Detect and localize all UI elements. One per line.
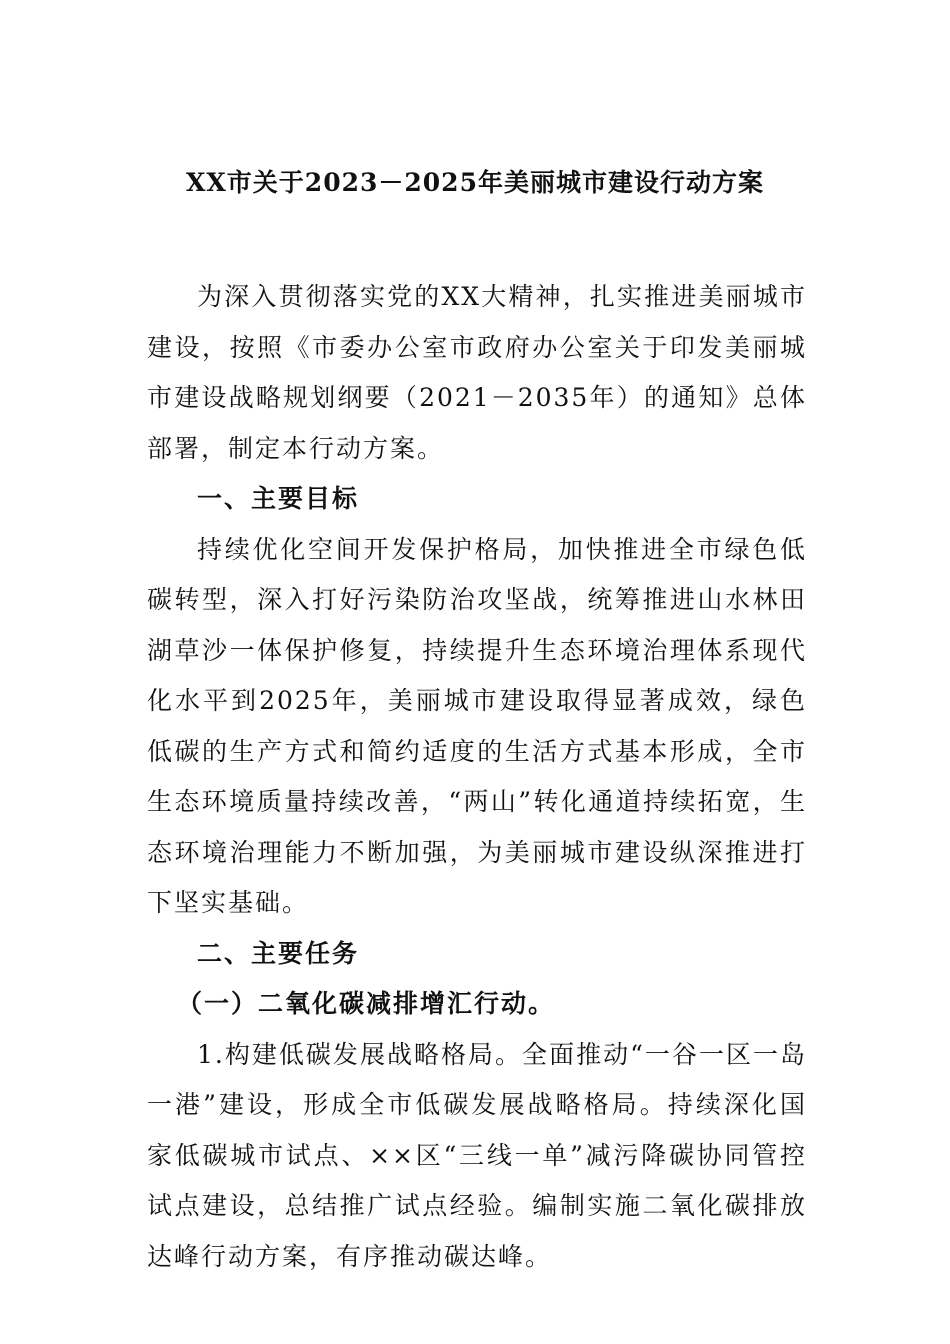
goals-paragraph: 持续优化空间开发保护格局，加快推进全市绿色低碳转型，深入打好污染防治攻坚战，统筹推进山水林田湖草沙一体保护修复，持续提升生态环境治理体系现代化水平到2025年，美丽城市建设取得显著成效，绿色低碳的生产方式和简约适度的生活方式基本形成，全市生态环境质量持续改善，“两山”转化通道持续拓宽，生态环境治理能力不断加强，为美丽城市建设纵深推进打下坚实基础。	[147, 534, 807, 917]
subsection-heading-co2: （一）二氧化碳减排增汇行动。	[177, 989, 556, 1018]
document-title: XX市关于2023－2025年美丽城市建设行动方案	[186, 168, 764, 197]
task-item-paragraph: 1.构建低碳发展战略格局。全面推动“一谷一区一岛一港”建设，形成全市低碳发展战略格局。持续深化国家低碳城市试点、××区“三线一单”减污降碳协同管控试点建设，总结推广试点经验。编制实施二氧化碳排放达峰行动方案，有序推动碳达峰。	[147, 1039, 807, 1271]
section-heading-goals: 一、主要目标	[197, 484, 360, 513]
section-heading-tasks: 二、主要任务	[197, 938, 360, 968]
document-body	[147, 272, 807, 1282]
intro-paragraph: 为深入贯彻落实党的XX大精神，扎实推进美丽城市建设，按照《市委办公室市政府办公室关于印发美丽城市建设战略规划纲要（2021－2035年）的通知》总体部署，制定本行动方案。	[147, 282, 807, 463]
